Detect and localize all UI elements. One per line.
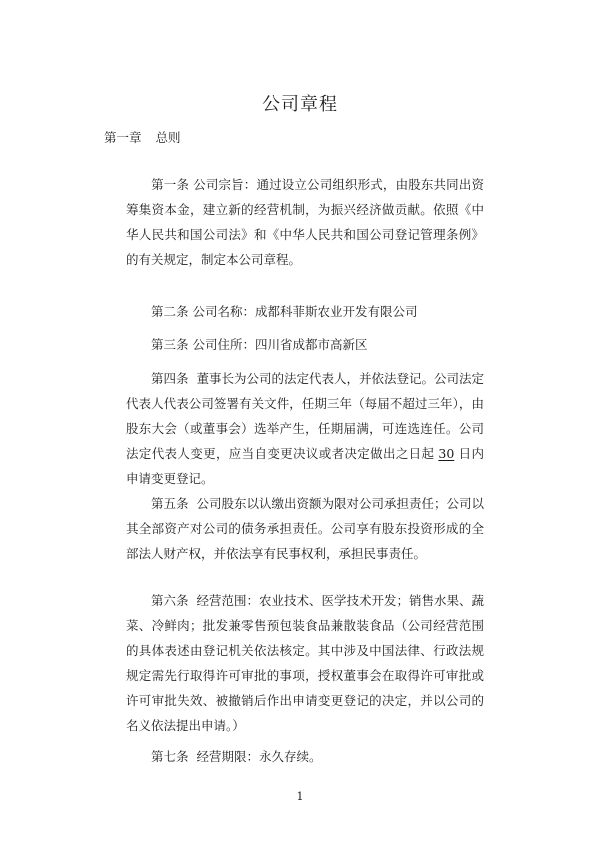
article-1: [126, 172, 484, 272]
article-label: 第七条: [151, 749, 189, 764]
article-label: 第一条: [151, 177, 190, 192]
article-2: [126, 299, 484, 324]
article-text-before: 董事长为公司的法定代表人，并依法登记。公司法定代表人代表公司签署有关文件，任期三年（每届不超过三年），由股东大会（或董事会）选举产生，任期届满，可连选连任。公司法定代表人变更，应当自变更决议或者决定做出之日起: [126, 371, 484, 461]
article-3: [126, 332, 484, 357]
article-text: 公司住所：四川省成都市高新区: [192, 337, 368, 352]
article-label: 第五条: [151, 496, 189, 511]
page-number: 1: [296, 790, 304, 803]
article-label: 第三条: [151, 337, 189, 352]
chapter-name: 总则: [155, 130, 181, 145]
article-label: 第四条: [151, 371, 189, 386]
article-4: [126, 366, 484, 491]
chapter-number: 第一章: [104, 130, 142, 145]
chapter-heading: [104, 128, 181, 146]
article-5: [126, 491, 484, 566]
article-text: 经营范围：农业技术、医学技术开发；销售水果、蔬菜、冷鲜肉；批发兼零售预包装食品兼散装食品（公司经营范围的具体表述由登记机关依法核定。其中涉及中国法律、行政法规规定需先行取得许可审批的事项，授权董事会在取得许可审批或许可审批失效、被撤销后作出申请变更登记的决定，并以公司的名义依法提出申请。）: [126, 593, 484, 733]
article-text: 经营期限：永久存续。: [196, 749, 322, 764]
article-text: 公司宗旨：通过设立公司组织形式，由股东共同出资筹集资本金，建立新的经营机制，为振兴经济做贡献。依照《中华人民共和国公司法》和《中华人民共和国公司登记管理条例》的有关规定，制定本公司章程。: [126, 177, 484, 267]
document-title: 公司章程: [262, 94, 338, 115]
article-label: 第六条: [151, 593, 189, 608]
article-7: [126, 744, 484, 769]
article-text: 公司名称：成都科菲斯农业开发有限公司: [192, 304, 418, 319]
article-text-after: 日内申请变更登记。: [126, 446, 484, 486]
article-label: 第二条: [151, 304, 189, 319]
days-value: 30: [438, 446, 455, 461]
article-6: [126, 588, 484, 738]
article-text: 公司股东以认缴出资额为限对公司承担责任；公司以其全部资产对公司的债务承担责任。公司享有股东投资形成的全部法人财产权，并依法享有民事权利，承担民事责任。: [126, 496, 484, 561]
